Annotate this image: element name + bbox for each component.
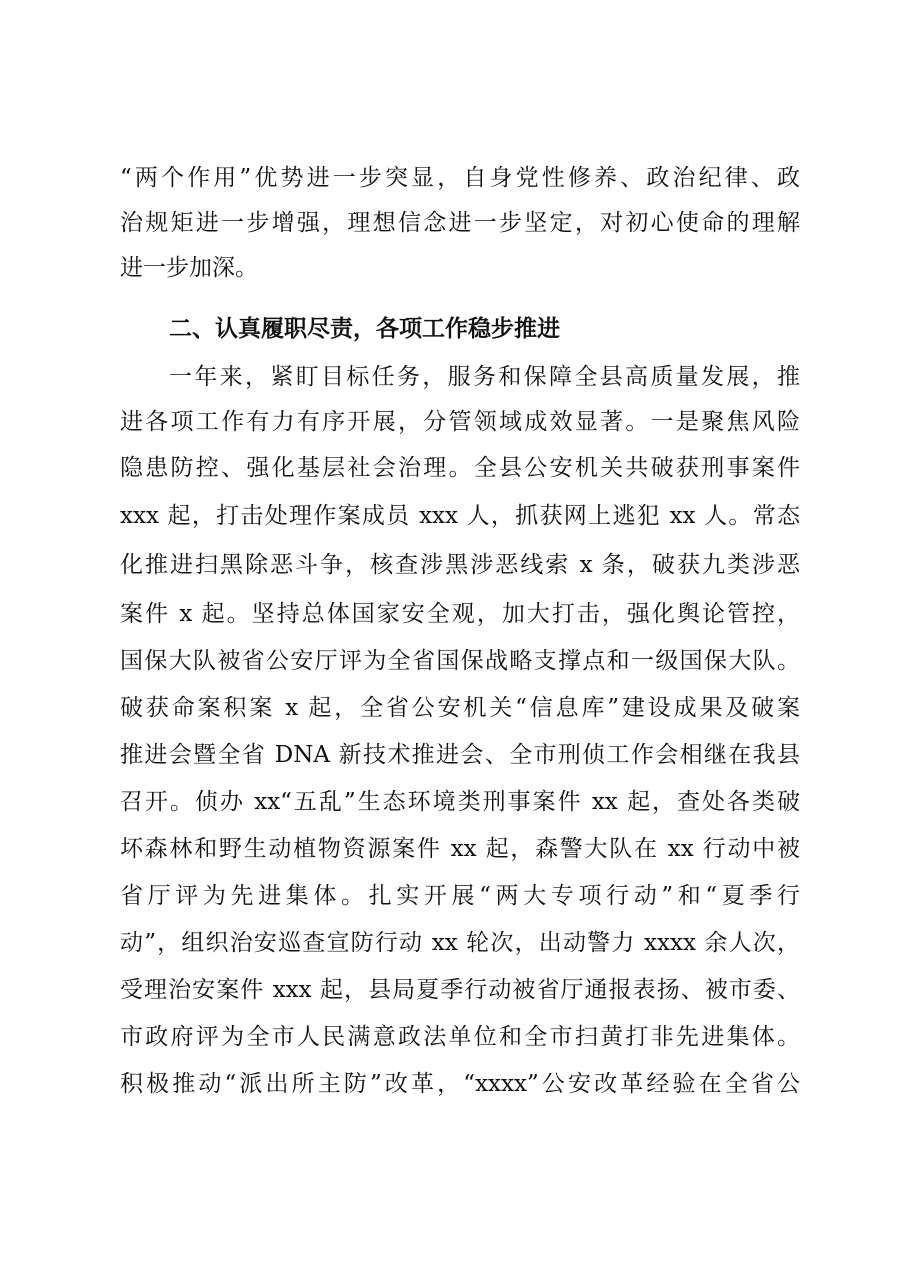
- paragraph-line: 动”，组织治安巡查宣防行动 xx 轮次，出动警力 xxxx 余人次，: [120, 930, 800, 956]
- paragraph-line: 国保大队被省公安厅评为全省国保战略支撑点和一级国保大队。: [120, 648, 800, 674]
- section-heading: 二、认真履职尽责，各项工作稳步推进: [169, 316, 560, 342]
- paragraph-line: 召开。侦办 xx“五乱”生态环境类刑事案件 xx 起，查处各类破: [120, 789, 800, 815]
- paragraph-line: 隐患防控、强化基层社会治理。全县公安机关共破获刑事案件: [120, 455, 800, 481]
- paragraph-line: 省厅评为先进集体。扎实开展“两大专项行动”和“夏季行: [120, 883, 800, 909]
- paragraph-line: 案件 x 起。坚持总体国家安全观，加大打击，强化舆论管控，: [120, 601, 800, 627]
- paragraph-line: 治规矩进一步增强，理想信念进一步坚定，对初心使命的理解: [120, 210, 800, 236]
- paragraph-line: 进各项工作有力有序开展，分管领域成效显著。一是聚焦风险: [120, 409, 800, 435]
- paragraph-line: 受理治安案件 xxx 起，县局夏季行动被省厅通报表扬、被市委、: [120, 977, 800, 1003]
- paragraph-line: 进一步加深。: [120, 255, 258, 281]
- paragraph-line: 化推进扫黑除恶斗争，核查涉黑涉恶线索 x 条，破获九类涉恶: [120, 552, 800, 578]
- paragraph-line: xxx 起，打击处理作案成员 xxx 人，抓获网上逃犯 xx 人。常态: [120, 503, 800, 529]
- paragraph-line: 坏森林和野生动植物资源案件 xx 起，森警大队在 xx 行动中被: [120, 836, 800, 862]
- paragraph-line: 推进会暨全省 DNA 新技术推进会、全市刑侦工作会相继在我县: [120, 742, 800, 768]
- paragraph-line: 积极推动“派出所主防”改革，“xxxx”公安改革经验在全省公: [120, 1071, 800, 1097]
- paragraph-line: 市政府评为全市人民满意政法单位和全市扫黄打非先进集体。: [120, 1024, 800, 1050]
- paragraph-line: 破获命案积案 x 起，全省公安机关“信息库”建设成果及破案: [120, 695, 800, 721]
- paragraph-line: 一年来，紧盯目标任务，服务和保障全县高质量发展，推: [169, 364, 800, 390]
- paragraph-line: “两个作用”优势进一步突显，自身党性修养、政治纪律、政: [120, 165, 800, 191]
